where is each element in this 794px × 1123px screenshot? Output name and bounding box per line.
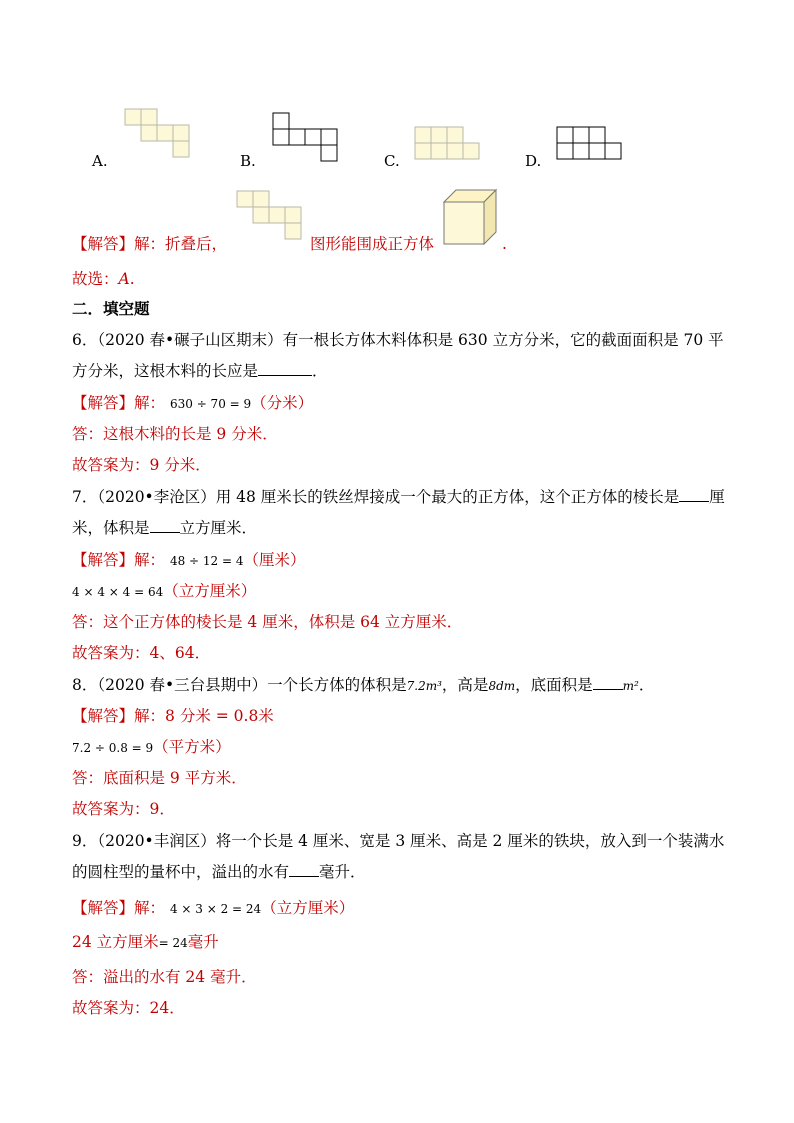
q6-final-line (72, 454, 211, 476)
choice-prefix: 故选： (72, 270, 119, 288)
q6-solution-line (72, 392, 313, 415)
final-value: 9． (149, 800, 175, 818)
q7-text: 米，体积是 (72, 519, 150, 537)
q6-answer-line: 答：这根木料的长是 9 分米． (72, 425, 278, 443)
final-value: 4、64． (149, 644, 211, 662)
q7-calc2-line (72, 580, 256, 603)
choice-end: . (129, 270, 135, 288)
final-prefix: 故答案为： (72, 644, 150, 662)
option-a-label[interactable]: A. (92, 152, 108, 170)
net-figure-b (272, 112, 340, 164)
option-b-label[interactable]: B. (240, 152, 256, 170)
q7-solution-line (72, 549, 306, 572)
q6-period: ． (312, 362, 328, 380)
q5-answer-line-middle (310, 233, 434, 255)
final-value: 24． (149, 999, 185, 1017)
q7-final-line (72, 642, 210, 664)
answer-blank (150, 518, 180, 533)
q9-final-line (72, 997, 185, 1019)
q7-question-line2 (72, 517, 257, 539)
conversion-unit: 毫升 (187, 933, 219, 951)
q6-question-line1: 6．（2020 春•碾子山区期末）有一根长方体木料体积是 630 立方分米，它的截面面积是 70 平 (72, 331, 724, 349)
answer-tag: 【解答】 (72, 235, 135, 253)
answer-text: 图形能围成正方体 (310, 235, 435, 253)
q5-answer-end (502, 233, 507, 255)
q7-answer-line: 答：这个正方体的棱长是 4 厘米，体积是 64 立方厘米． (72, 613, 463, 631)
q8-solution-line (72, 705, 274, 727)
section-title: 二．填空题 (72, 299, 150, 318)
q7-question-line1 (72, 486, 725, 508)
area-unit: m² (622, 679, 639, 693)
net-figure-c (414, 126, 484, 162)
calc-expression: 630 ÷ 70 = 9 (169, 397, 252, 411)
solution-label: 解： (134, 899, 166, 917)
option-d-label[interactable]: D. (525, 152, 542, 170)
volume-value: 7.2m³ (406, 679, 442, 693)
answer-period: . (502, 235, 507, 253)
answer-tag: 【解答】 (72, 899, 135, 917)
calc-unit: （平方米） (153, 738, 231, 756)
final-prefix: 故答案为： (72, 999, 150, 1017)
q8-text: ，底面积是 (515, 676, 593, 694)
q6-question-line2 (72, 360, 328, 382)
height-value: 8dm (488, 679, 516, 693)
calc-unit: （分米） (251, 394, 314, 412)
q8-calc-line (72, 736, 231, 759)
q7-text: 7．（2020•李沧区）用 48 厘米长的铁丝焊接成一个最大的正方体，这个正方体的棱长是 (72, 488, 680, 506)
answer-blank (593, 675, 623, 690)
q7-unit: 厘 (709, 488, 725, 506)
q9-question-line2 (72, 861, 366, 883)
q9-question-line1: 9．（2020•丰润区）将一个长是 4 厘米、宽是 3 厘米、高是 2 厘米的铁块，放入到一个装满水 (72, 832, 725, 850)
choice-value: A (118, 270, 130, 288)
net-figure-d (556, 126, 626, 162)
q9-text: 的圆柱型的量杯中，溢出的水有 (72, 863, 290, 881)
answer-blank (258, 361, 312, 376)
q6-text: 方分米，这根木料的长应是 (72, 362, 259, 380)
solution-label: 解： (134, 551, 166, 569)
final-prefix: 故答案为： (72, 456, 150, 474)
q7-unit: 立方厘米． (179, 519, 258, 537)
q9-answer-line: 答：溢出的水有 24 毫升． (72, 968, 257, 986)
q8-answer-line: 答：底面积是 9 平方米． (72, 769, 247, 787)
net-figure-answer (236, 190, 306, 244)
conversion-equals: = 24 (158, 936, 188, 950)
q9-unit: 毫升． (319, 863, 366, 881)
calc-expression: 4 × 3 × 2 = 24 (169, 902, 262, 916)
final-value: 9 分米． (149, 456, 211, 474)
q8-final-line (72, 798, 175, 820)
calc-unit: （立方厘米） (261, 899, 355, 917)
answer-tag: 【解答】 (72, 551, 135, 569)
q9-solution-line (72, 897, 354, 920)
solution-label: 解： (134, 394, 166, 412)
final-prefix: 故答案为： (72, 800, 150, 818)
option-c-label[interactable]: C. (384, 152, 400, 170)
answer-blank (679, 487, 709, 502)
answer-text: 解：折叠后， (134, 235, 228, 253)
conversion-text: 24 立方厘米 (72, 933, 159, 951)
q8-text: ，高是 (441, 676, 489, 694)
calc-expression: 7.2 ÷ 0.8 = 9 (72, 741, 154, 755)
net-figure-a (124, 108, 194, 162)
calc-expression: 4 × 4 × 4 = 64 (72, 585, 164, 599)
calc-expression: 48 ÷ 12 = 4 (169, 554, 244, 568)
q5-choice-line (72, 268, 135, 290)
q9-conversion-line (72, 931, 219, 954)
answer-tag: 【解答】 (72, 394, 135, 412)
answer-tag: 【解答】 (72, 707, 135, 725)
q5-answer-line (72, 233, 227, 255)
unit-conversion: 8 分米 = 0.8米 (165, 707, 274, 725)
solution-label: 解： (134, 707, 166, 725)
q8-period: ． (638, 676, 655, 694)
calc-unit: （立方厘米） (163, 582, 257, 600)
calc-unit: （厘米） (243, 551, 306, 569)
q8-text: 8．（2020 春•三台县期中）一个长方体的体积是 (72, 676, 407, 694)
q8-question-line1 (72, 674, 654, 697)
answer-blank (289, 862, 319, 877)
cube-figure (442, 188, 498, 246)
